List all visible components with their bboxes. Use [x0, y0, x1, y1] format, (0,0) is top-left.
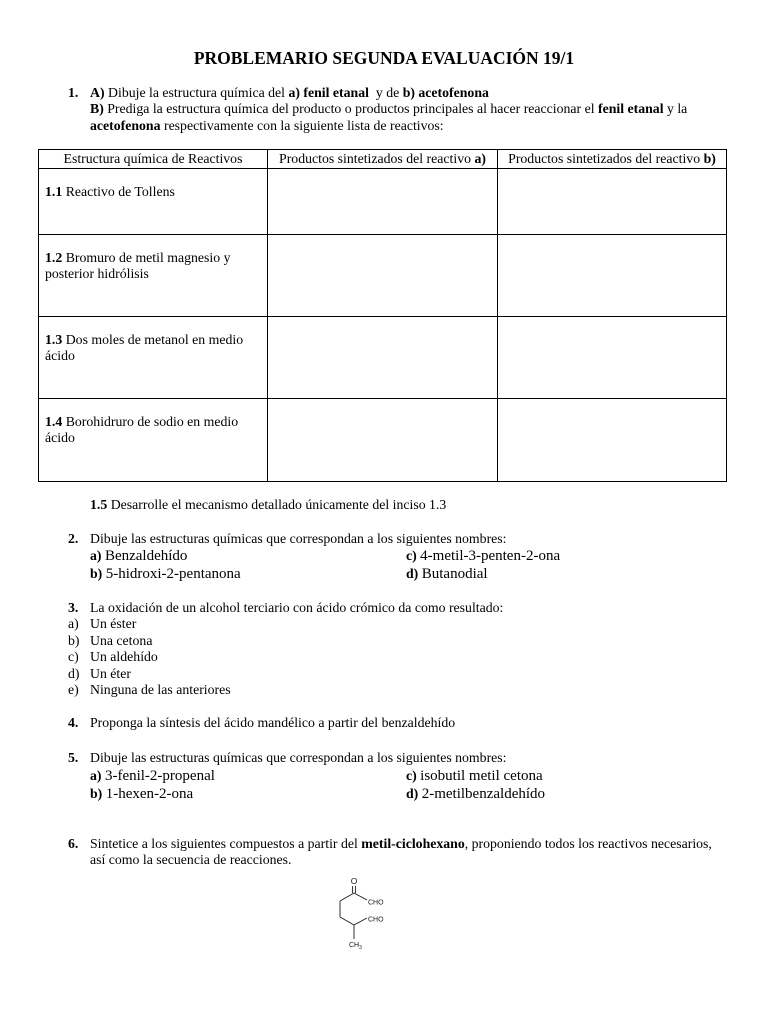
part-b-label: B) [90, 101, 104, 116]
header-products-a-text: Productos sintetizados del reactivo [279, 150, 471, 166]
product-a-cell [268, 317, 498, 399]
product-b-cell [498, 169, 727, 235]
list-item [90, 767, 215, 785]
item-name: Butanodial [421, 566, 488, 582]
item-name: isobutil metil cetona [420, 768, 543, 784]
list-item [406, 785, 545, 803]
table-row [39, 169, 727, 235]
option-label: d) [68, 665, 80, 681]
part-b-text-end: respectivamente con la siguiente lista de reactivos: [163, 117, 444, 133]
item-name: 2-metilbenzaldehído [421, 786, 546, 802]
reagent-text: Bromuro de metil magnesio y posterior hidrólisis [45, 249, 231, 281]
question-6-line-1 [90, 836, 712, 853]
page-title: PROBLEMARIO SEGUNDA EVALUACIÓN 19/1 [193, 48, 575, 68]
header-products-a-tag: a) [474, 150, 486, 166]
header-products-b [498, 150, 727, 169]
item-name: 3-fenil-2-propenal [104, 768, 215, 784]
bond-top-upper-left [340, 893, 354, 901]
list-item [406, 547, 560, 565]
item-label: d) [406, 786, 419, 801]
table-row [39, 235, 727, 317]
item-label: c) [406, 548, 417, 563]
reagent-number: 1.4 [45, 413, 63, 429]
question-6-text: Sintetice a los siguientes compuestos a partir del [90, 835, 358, 851]
list-item [90, 785, 193, 803]
bond-top-upper-right [354, 893, 367, 900]
question-2-text: Dibuje las estructuras químicas que correspondan a los siguientes nombres: [90, 530, 507, 546]
question-4-number: 4. [68, 714, 79, 730]
reagent-text: Borohidruro de sodio en medio ácido [45, 413, 239, 445]
methyl-label-subscript: 3 [359, 945, 362, 951]
compound-b-label: b) acetofenona [402, 84, 489, 100]
compound-a-label: a) fenil etanal [288, 84, 369, 100]
question-4-text: Proponga la síntesis del ácido mandélico a partir del benzaldehído [90, 714, 456, 730]
question-3-number: 3. [68, 599, 79, 615]
option-label: c) [68, 649, 79, 664]
list-item [90, 565, 241, 583]
list-item [406, 767, 543, 785]
methyl-label-main: CH [349, 942, 360, 949]
question-1-line-3 [90, 118, 444, 135]
question-5-number: 5. [68, 749, 79, 765]
part-a-text: Dibuje la estructura química del [108, 84, 286, 100]
methyl-label [349, 942, 362, 951]
bond-bottom-lower-right [354, 918, 367, 925]
oxygen-atom-label: O [350, 876, 358, 886]
part-b-compound-b: acetofenona [90, 117, 161, 133]
question-1-5-text: Desarrolle el mecanismo detallado únicamente del inciso 1.3 [110, 496, 447, 512]
product-a-cell [268, 235, 498, 317]
header-products-b-text: Productos sintetizados del reactivo [508, 150, 701, 166]
question-2-number: 2. [68, 530, 79, 546]
reagent-text: Reactivo de Tollens [65, 183, 175, 199]
option-label: e) [68, 682, 79, 697]
item-name: 1-hexen-2-ona [105, 786, 194, 802]
option-text: Un aldehído [90, 649, 158, 664]
product-b-cell [498, 399, 727, 482]
item-name: 5-hidroxi-2-pentanona [105, 566, 241, 582]
aldehyde-label-lower: CHO [368, 916, 384, 924]
aldehyde-label-upper: CHO [368, 899, 384, 907]
option-text: Un éster [90, 616, 137, 631]
item-label: a) [90, 768, 102, 783]
part-a-label: A) [90, 84, 105, 100]
reagent-cell [39, 235, 268, 317]
list-item [406, 565, 488, 583]
reagent-text: Dos moles de metanol en medio ácido [45, 331, 244, 363]
product-a-cell [268, 399, 498, 482]
table-row [39, 317, 727, 399]
header-products-a [268, 150, 498, 169]
table-header-row [39, 150, 727, 169]
reagent-number: 1.1 [45, 183, 63, 199]
part-b-connector: y la [666, 101, 688, 116]
part-b-compound-a: fenil etanal [598, 101, 664, 116]
header-reagents-text: Estructura química de Reactivos [63, 150, 243, 166]
chemical-structure [325, 870, 405, 958]
item-label: b) [90, 566, 103, 581]
reagents-table [38, 149, 727, 482]
question-6-number: 6. [68, 835, 79, 851]
product-a-cell [268, 169, 498, 235]
question-6-text-cont: , proponiendo todos los reactivos necesarios, [464, 835, 712, 851]
bond-lower-left-bottom [340, 917, 354, 925]
option-label: b) [68, 632, 80, 648]
item-name: Benzaldehído [104, 548, 188, 564]
list-item [90, 547, 187, 565]
question-5-text: Dibuje las estructuras químicas que correspondan a los siguientes nombres: [90, 749, 507, 765]
product-b-cell [498, 235, 727, 317]
option-text: Ninguna de las anteriores [90, 682, 231, 697]
reagent-cell [39, 317, 268, 399]
question-1-5 [90, 497, 446, 514]
question-1-line-2 [90, 101, 687, 118]
option-label: a) [68, 616, 79, 631]
reagent-number: 1.2 [45, 249, 63, 265]
part-b-text: Prediga la estructura química del producto o productos principales al hacer reaccionar el [107, 101, 595, 116]
option-text: Un éter [90, 665, 131, 681]
question-6-compound: metil-ciclohexano [361, 835, 465, 851]
reagent-number: 1.3 [45, 331, 63, 347]
connector-text: y de [375, 84, 400, 100]
header-products-b-tag: b) [703, 150, 716, 166]
reagent-cell [39, 399, 268, 482]
table-row [39, 399, 727, 482]
item-name: 4-metil-3-penten-2-ona [420, 548, 561, 564]
reagent-cell [39, 169, 268, 235]
question-1-5-number: 1.5 [90, 496, 108, 512]
item-label: c) [406, 768, 417, 783]
question-1-number: 1. [68, 84, 79, 100]
question-3-text: La oxidación de un alcohol terciario con ácido crómico da como resultado: [90, 599, 504, 615]
item-label: a) [90, 548, 102, 563]
product-b-cell [498, 317, 727, 399]
item-label: d) [406, 566, 419, 581]
question-6-line-2: así como la secuencia de reacciones. [90, 852, 292, 867]
header-reagents [39, 150, 268, 169]
question-1-line-1 [90, 85, 489, 102]
option-text: Una cetona [90, 632, 153, 648]
item-label: b) [90, 786, 103, 801]
